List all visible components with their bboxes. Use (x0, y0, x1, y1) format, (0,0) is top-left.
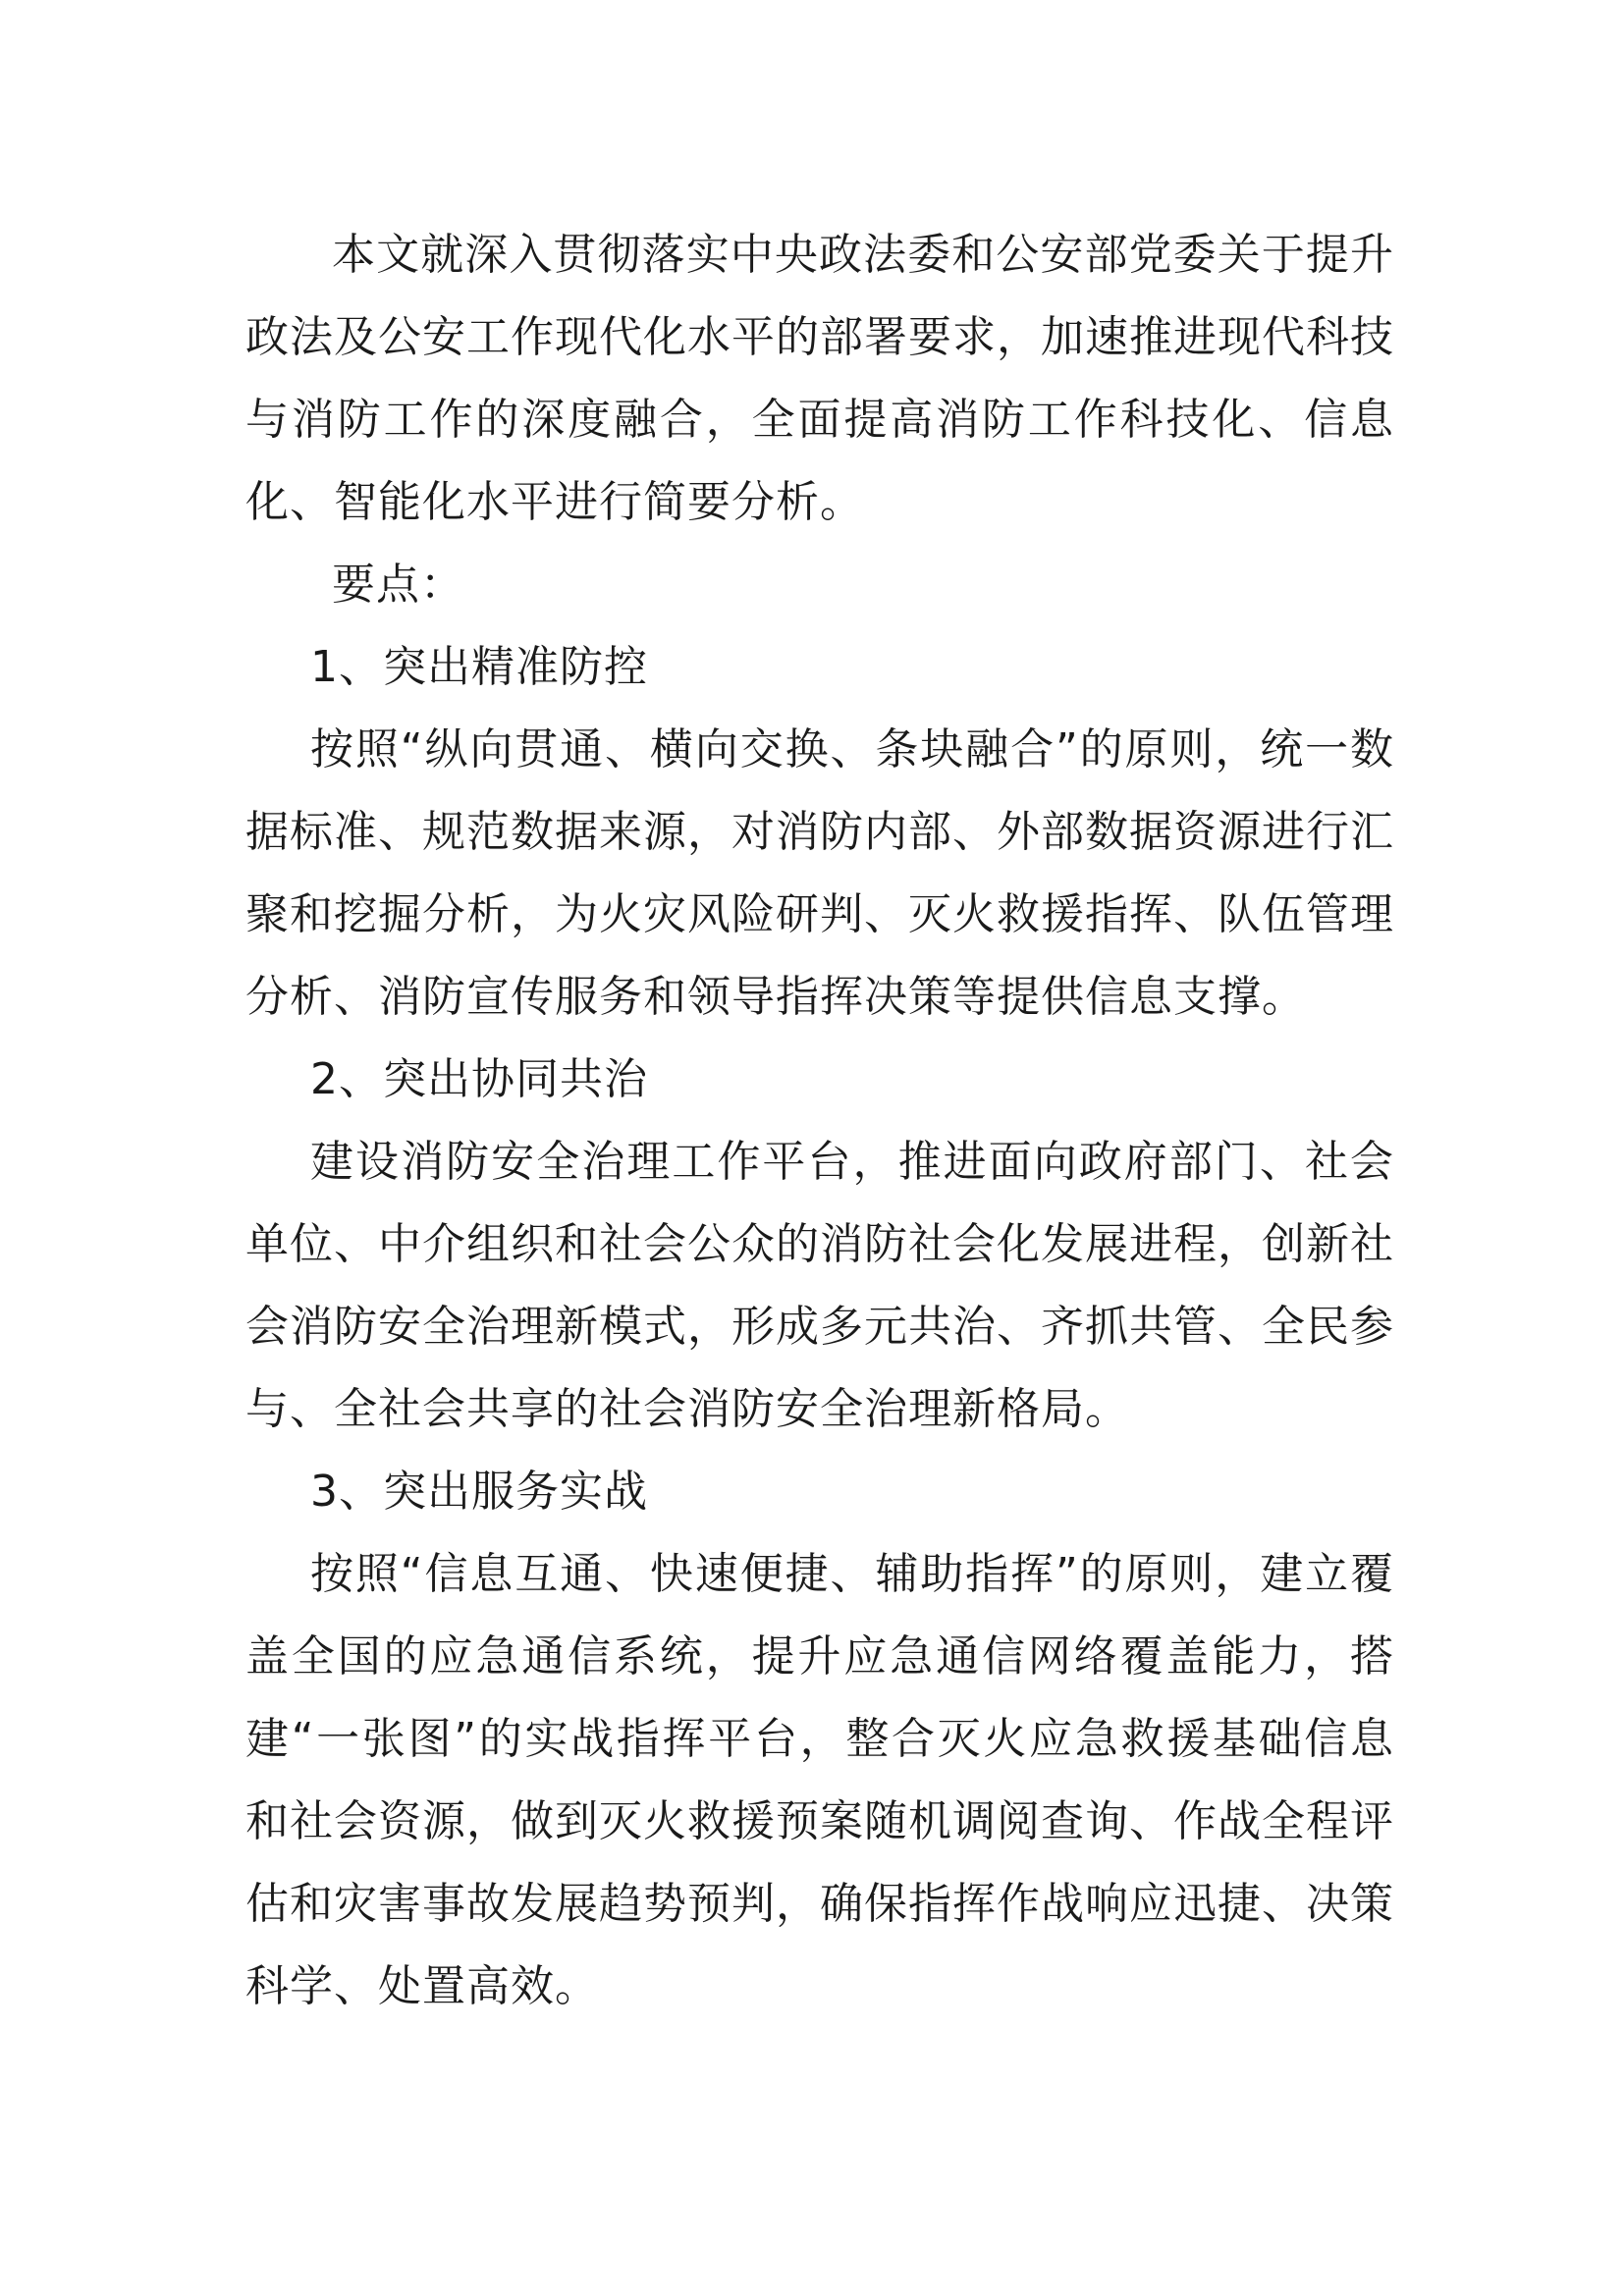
point-3-heading: 3、突出服务实战 (310, 1467, 648, 1517)
point-1-body: 按照“纵向贯通、横向交换、条块融合”的原则，统一数据标准、规范数据来源，对消防内部、外部数据资源进行汇聚和挖掘分析，为火灾风险研判、灭火救援指挥、队伍管理分析、消防宣传服务和领导指挥决策等提供信息支撑。 (245, 724, 1394, 1022)
point-1-heading: 1、突出精准防控 (310, 642, 648, 692)
point-2-heading: 2、突出协同共治 (310, 1054, 648, 1104)
point-3-body: 按照“信息互通、快速便捷、辅助指挥”的原则，建立覆盖全国的应急通信系统，提升应急通信网络覆盖能力，搭建“一张图”的实战指挥平台，整合灭火应急救援基础信息和社会资源，做到灭火救援预案随机调阅查询、作战全程评估和灾害事故发展趋势预判，确保指挥作战响应迅捷、决策科学、处置高效。 (245, 1549, 1394, 2011)
points-label: 要点： (332, 560, 464, 610)
intro-paragraph: 本文就深入贯彻落实中央政法委和公安部党委关于提升政法及公安工作现代化水平的部署要求，加速推进现代科技与消防工作的深度融合，全面提高消防工作科技化、信息化、智能化水平进行简要分析。 (245, 230, 1394, 527)
point-2-body: 建设消防安全治理工作平台，推进面向政府部门、社会单位、中介组织和社会公众的消防社会化发展进程，创新社会消防安全治理新模式，形成多元共治、齐抓共管、全民参与、全社会共享的社会消防安全治理新格局。 (245, 1137, 1394, 1434)
document-body (245, 214, 1394, 2028)
